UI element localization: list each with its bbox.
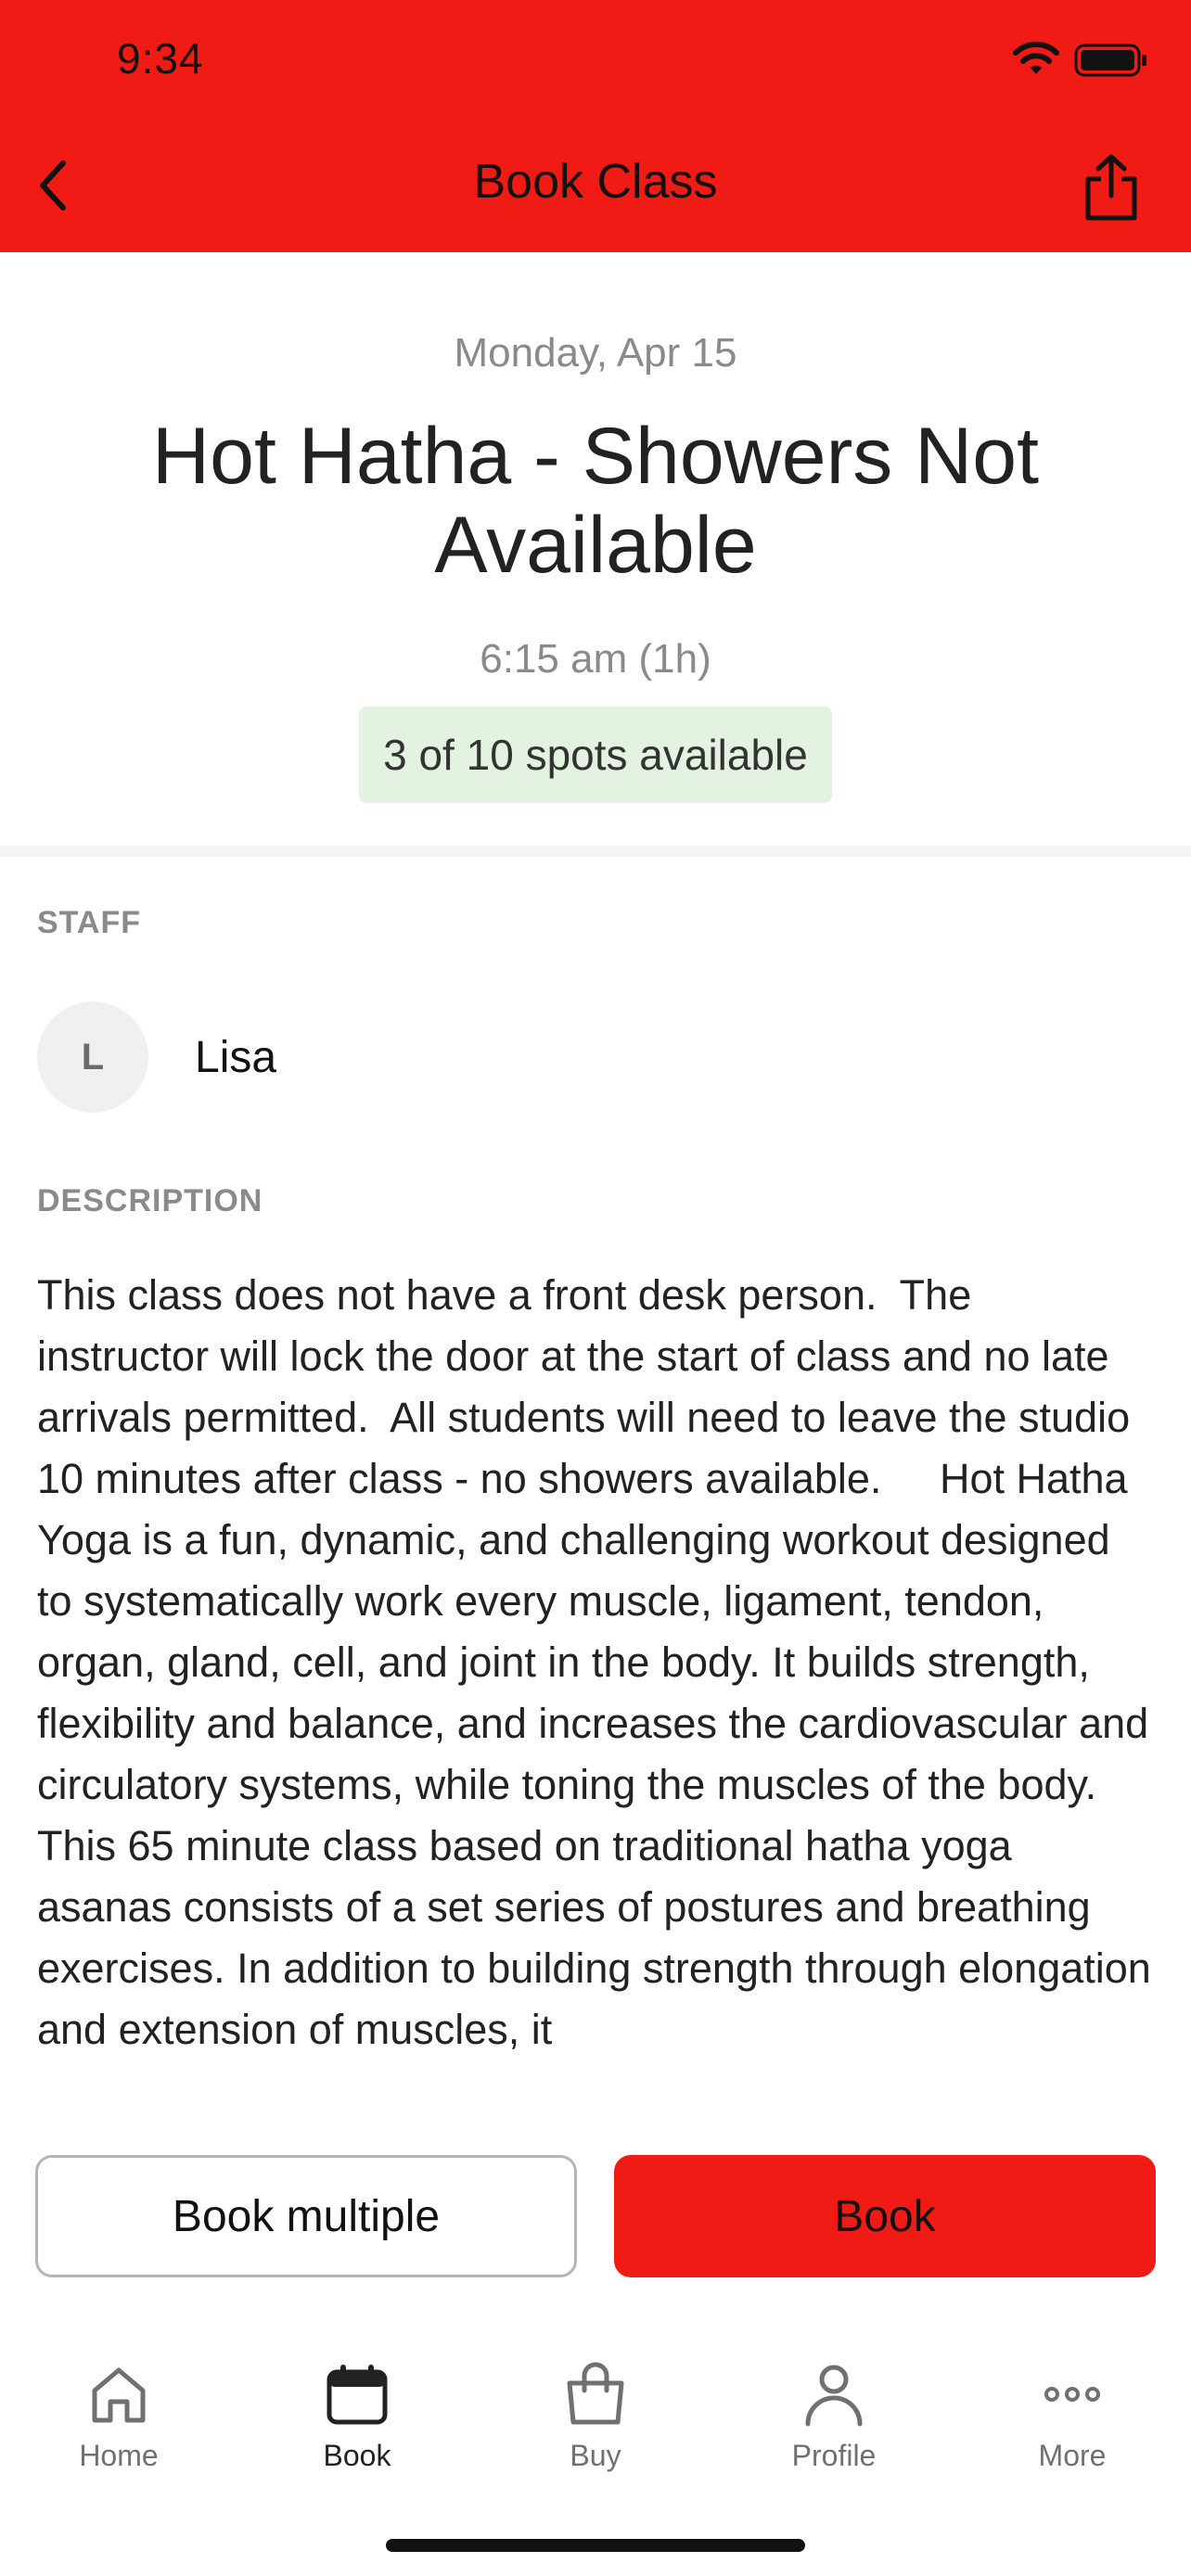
tab-profile[interactable] xyxy=(741,2361,927,2473)
share-icon xyxy=(1081,153,1142,222)
description-text: This class does not have a front desk person. The instructor will lock the door at the start of class and no late arrivals permitted. All students will need to leave the studio 10 minutes after class - no showers available. Hot Hatha Yoga is a fun, dynamic, and challenging workout designed to systematically work every muscle, ligament, tendon, organ, gland, cell, and joint in the body. It builds strength, flexibility and balance, and increases the cardiovascular and circulatory systems, while toning the muscles of the body. This 65 minute class based on traditional hatha yoga asanas consists of a set series of postures and breathing exercises. In addition to building strength through elongation and extension of muscles, it xyxy=(37,1271,1163,2053)
book-button[interactable]: Book xyxy=(614,2155,1156,2277)
tab-home-label: Home xyxy=(79,2439,159,2472)
tab-profile-label: Profile xyxy=(791,2439,877,2472)
share-button[interactable] xyxy=(1074,150,1148,224)
staff-row[interactable] xyxy=(37,1001,276,1113)
status-time: 9:34 xyxy=(117,34,204,83)
calendar-icon xyxy=(324,2361,391,2428)
tab-more-label: More xyxy=(1038,2439,1107,2472)
tab-home[interactable] xyxy=(26,2361,211,2473)
home-indicator xyxy=(386,2539,805,2552)
shopping-bag-icon xyxy=(562,2361,629,2428)
staff-label: STAFF xyxy=(37,905,142,940)
description-label: DESCRIPTION xyxy=(37,1183,263,1218)
avatar: L xyxy=(37,1001,148,1113)
tab-bar xyxy=(0,2307,1191,2576)
tab-more[interactable] xyxy=(980,2361,1165,2473)
spots-badge: 3 of 10 spots available xyxy=(359,707,832,803)
section-divider xyxy=(0,846,1191,857)
more-icon xyxy=(1039,2361,1106,2428)
home-icon xyxy=(85,2361,152,2428)
header xyxy=(0,0,1191,252)
tab-buy-label: Buy xyxy=(570,2439,621,2472)
tab-buy[interactable] xyxy=(503,2361,688,2473)
class-time: 6:15 am (1h) xyxy=(480,636,711,682)
staff-name: Lisa xyxy=(195,1032,277,1082)
status-icons xyxy=(1013,43,1148,83)
battery-icon xyxy=(1074,43,1148,83)
tab-book[interactable] xyxy=(264,2361,450,2473)
book-multiple-button[interactable]: Book multiple xyxy=(35,2155,577,2277)
class-summary xyxy=(0,252,1191,846)
page-title: Book Class xyxy=(473,155,718,209)
wifi-icon xyxy=(1013,43,1059,83)
action-bar xyxy=(0,2094,1191,2307)
class-date: Monday, Apr 15 xyxy=(454,330,737,376)
tab-book-label: Book xyxy=(323,2439,391,2472)
person-icon xyxy=(800,2361,867,2428)
class-title: Hot Hatha - Showers Not Available xyxy=(152,412,1039,590)
